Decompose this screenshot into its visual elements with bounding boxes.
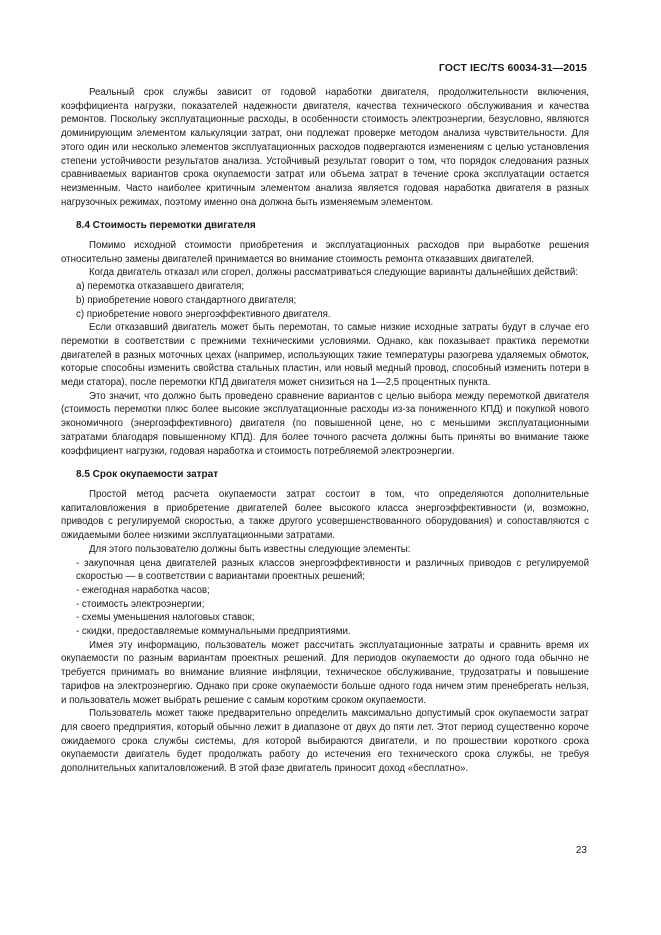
- list-item: - стоимость электроэнергии;: [76, 598, 205, 610]
- document-body: [61, 86, 589, 776]
- list-item: a) перемотка отказавшего двигателя;: [76, 281, 245, 293]
- paragraph: Это значит, что должно быть проведено сравнение вариантов с целью выбора между перемоткой двигателя (стоимость перемотки плюс более высокие эксплуатационные расходы из-за пониженного КПД) и покупкой нового экономичного (энергоэффективного) двигателя (по повышенной цене, но с меньшими эксплуатационными затратами благодаря повышенному КПД). Для более точного расчета должны быть приняты во внимание также коэффициент нагрузки, годовая наработка и стоимость потребляемой электроэнергии.: [61, 390, 589, 457]
- paragraph: Пользователь может также предварительно определить максимально допустимый срок окупаемости затрат для своего предприятия, который обычно лежит в диапазоне от двух до пяти лет. Этот период существенно короче ожидаемого срока службы системы, для которой выбираются двигатели, и по прошествии короткого срока окупаемости двигатель будет продолжать работу до истечения его технического срока службы, не требуя дополнительных капиталовложений. В этой фазе двигатель приносит доход «бесплатно».: [61, 708, 589, 775]
- list-item: - ежегодная наработка часов;: [76, 584, 210, 596]
- list-item: - скидки, предоставляемые коммунальными предприятиями.: [76, 626, 351, 638]
- section-8-4-heading: 8.4 Стоимость перемотки двигателя: [76, 220, 256, 232]
- list-item: - схемы уменьшения налоговых ставок;: [76, 612, 255, 624]
- paragraph: Имея эту информацию, пользователь может рассчитать эксплуатационные затраты и сравнить время их окупаемости по разным вариантам проектных решений. Для периодов окупаемости до одного года обычно не требуется принимать во внимание влияние инфляции, техническое обслуживание, трудозатраты и повышение тарифов на электроэнергию. Однако при сроке окупаемости больше одного года ничем этим пренебрегать нельзя, и пользователь может выбрать решение с самым коротким сроком окупаемости.: [61, 639, 589, 706]
- paragraph: Помимо исходной стоимости приобретения и эксплуатационных расходов при выработке решения относительно замены двигателей принимается во внимание стоимость ремонта отказавших двигателей.: [61, 240, 589, 265]
- paragraph: Когда двигатель отказал или сгорел, должны рассматриваться следующие варианты дальнейших действий:: [89, 267, 578, 279]
- list-item: - закупочная цена двигателей разных классов энергоэффективности и различных приводов с регулируемой скоростью — в соответствии с вариантами проектных решений;: [76, 557, 589, 583]
- document-header: ГОСТ IEC/TS 60034-31—2015: [438, 62, 587, 74]
- list-item: b) приобретение нового стандартного двигателя;: [76, 294, 297, 306]
- paragraph-service-life: Реальный срок службы зависит от годовой наработки двигателя, продолжительности включения, коэффициента нагрузки, показателей надежности двигателя, качества технического обслуживания и качества ремонтов. Поскольку эксплуатационные расходы, в особенности стоимость электроэнергии, безусловно, являются доминирующим элементом калькуляции затрат, они подлежат проверке методом анализа чувствительности. Для этого один или несколько элементов эксплуатационных расходов подвергаются изменениям с целью установления степени устойчивости результатов анализа. Устойчивый результат говорит о том, что порядок следования разных сравниваемых вариантов срока окупаемости затрат или объема затрат в течение срока эксплуатации остается неизменным. Часто наиболее критичным элементом анализа является годовая наработка двигателя в разных нагрузочных режимах, поэтому именно она должна быть изменяемым элементом.: [61, 87, 589, 208]
- paragraph: Если отказавший двигатель может быть перемотан, то самые низкие исходные затраты будут в случае его перемотки в соответствии с прежними техническими условиями. Однако, как показывает практика перемотки двигателей в разных моточных цехах (например, использующих такие температуры разогрева удаляемых обмоток, которые способны изменить свойства стальных пластин, или новый медный провод, способный изменить потери в меди статора), после перемотки КПД двигателя может снизиться на 1—2,5 процентных пункта.: [61, 322, 589, 389]
- page-number: 23: [575, 845, 587, 856]
- list-item: c) приобретение нового энергоэффективного двигателя.: [76, 308, 331, 320]
- paragraph: Простой метод расчета окупаемости затрат состоит в том, что определяются дополнительные капиталовложения в приобретение двигателей более высокого класса энергоэффективности (и, возможно, приводов с регулируемой скоростью, а также другого усовершенствованного оборудования) и сопоставляются с ожидаемыми более низкими эксплуатационными затратами.: [61, 488, 589, 542]
- paragraph: Для этого пользователю должны быть известны следующие элементы:: [89, 543, 411, 555]
- section-8-5-heading: 8.5 Срок окупаемости затрат: [76, 469, 219, 481]
